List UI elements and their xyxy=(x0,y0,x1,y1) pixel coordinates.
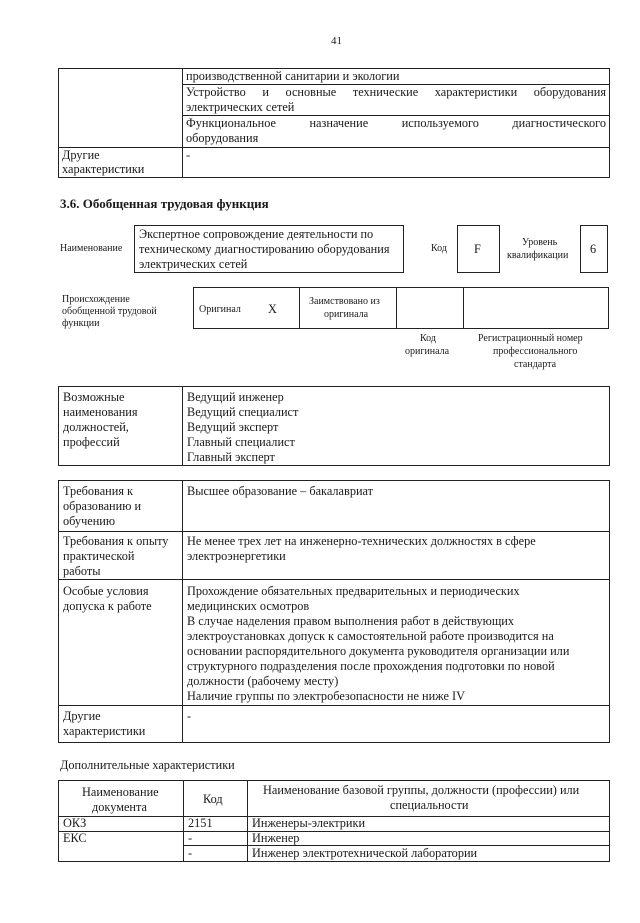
col-header-doc: документа xyxy=(92,800,147,814)
exp-value: электроэнергетики xyxy=(187,549,286,563)
table-cell-name: Инженер электротехнической лаборатории xyxy=(252,846,478,860)
cond-line: структурного подразделения после прохождения подготовки по новой xyxy=(187,659,555,673)
cond-line: В случае наделения правом выполнения работ в действующих xyxy=(187,614,515,628)
positions-label: профессий xyxy=(63,435,120,449)
top-row-text: оборудования xyxy=(186,131,259,145)
additional-heading: Дополнительные характеристики xyxy=(60,758,235,772)
positions-label: должностей, xyxy=(63,420,129,434)
name-label: Наименование xyxy=(60,243,123,254)
col-header-name: специальности xyxy=(390,798,469,812)
cond-line: Прохождение обязательных предварительных и периодических xyxy=(187,584,520,598)
name-text: электрических сетей xyxy=(139,257,248,271)
name-text: техническому диагностированию оборудования xyxy=(139,242,390,256)
positions-label: Возможные xyxy=(63,390,125,404)
table-cell-code: 2151 xyxy=(188,816,213,830)
code-caption: Код xyxy=(420,333,436,344)
origin-label: Происхождение xyxy=(62,294,130,305)
top-row-text: Функциональное назначение используемого диагностического xyxy=(186,116,606,130)
section-heading: 3.6. Обобщенная трудовая функция xyxy=(60,196,269,211)
original-mark: X xyxy=(268,302,277,316)
origin-label: обобщенной трудовой xyxy=(62,306,157,317)
other-label: характеристики xyxy=(62,162,145,176)
table-cell-doc: ЕКС xyxy=(63,831,87,845)
edu-label: обучению xyxy=(63,514,116,528)
exp-value: Не менее трех лет на инженерно-технических должностях в сфере xyxy=(187,534,536,548)
other-value: - xyxy=(187,709,192,723)
reg-caption: Регистрационный номер xyxy=(478,333,583,344)
exp-label: практической xyxy=(63,549,135,563)
origin-label: функции xyxy=(62,318,100,329)
cond-label: Особые условия xyxy=(63,584,149,598)
table-cell-name: Инженеры-электрики xyxy=(252,816,366,830)
cond-line: электроустановках допуск к самостоятельной работе производится на xyxy=(187,629,554,643)
cond-line: медицинских осмотров xyxy=(187,599,310,613)
code-caption: оригинала xyxy=(405,346,450,357)
borrowed-label: оригинала xyxy=(324,309,369,320)
edu-label: Требования к xyxy=(63,484,134,498)
other-label: характеристики xyxy=(63,724,146,738)
positions-label: наименования xyxy=(63,405,138,419)
col-header-name: Наименование базовой группы, должности (профессии) или xyxy=(263,783,580,797)
code-label: Код xyxy=(431,243,447,254)
position-item: Ведущий инженер xyxy=(187,390,284,404)
original-label: Оригинал xyxy=(199,304,241,315)
reg-caption: стандарта xyxy=(514,359,557,370)
edu-label: образованию и xyxy=(63,499,142,513)
level-value: 6 xyxy=(590,242,597,256)
cond-label: допуска к работе xyxy=(63,599,152,613)
borrowed-label: Заимствовано из xyxy=(309,296,380,307)
position-item: Ведущий специалист xyxy=(187,405,299,419)
cond-line: основании распорядительного документа руководителя организации или xyxy=(187,644,570,658)
table-cell-doc: ОКЗ xyxy=(63,816,87,830)
level-label: Уровень xyxy=(522,237,558,248)
page-number: 41 xyxy=(331,35,342,47)
other-label: Другие xyxy=(62,148,100,162)
table-cell-code: - xyxy=(188,831,193,845)
other-value: - xyxy=(186,148,191,162)
col-header-doc: Наименование xyxy=(82,785,159,799)
table-cell-code: - xyxy=(188,846,193,860)
reg-caption: профессионального xyxy=(493,346,578,357)
top-row-text: Устройство и основные технические характеристики оборудования xyxy=(186,85,606,99)
level-label: квалификации xyxy=(507,250,569,261)
exp-label: работы xyxy=(63,564,101,578)
name-text: Экспертное сопровождение деятельности по xyxy=(139,227,374,241)
other-label: Другие xyxy=(63,709,101,723)
position-item: Ведущий эксперт xyxy=(187,420,279,434)
position-item: Главный эксперт xyxy=(187,450,275,464)
cond-line: Наличие группы по электробезопасности не ниже IV xyxy=(187,689,465,703)
exp-label: Требования к опыту xyxy=(63,534,169,548)
table-cell-name: Инженер xyxy=(252,831,300,845)
top-row-text: производственной санитарии и экологии xyxy=(186,69,400,83)
top-row-text: электрических сетей xyxy=(186,100,295,114)
col-header-code: Код xyxy=(203,792,223,806)
position-item: Главный специалист xyxy=(187,435,295,449)
code-value: F xyxy=(474,242,481,256)
cond-line: должности (рабочему месту) xyxy=(187,674,339,688)
edu-value: Высшее образование – бакалавриат xyxy=(187,484,374,498)
